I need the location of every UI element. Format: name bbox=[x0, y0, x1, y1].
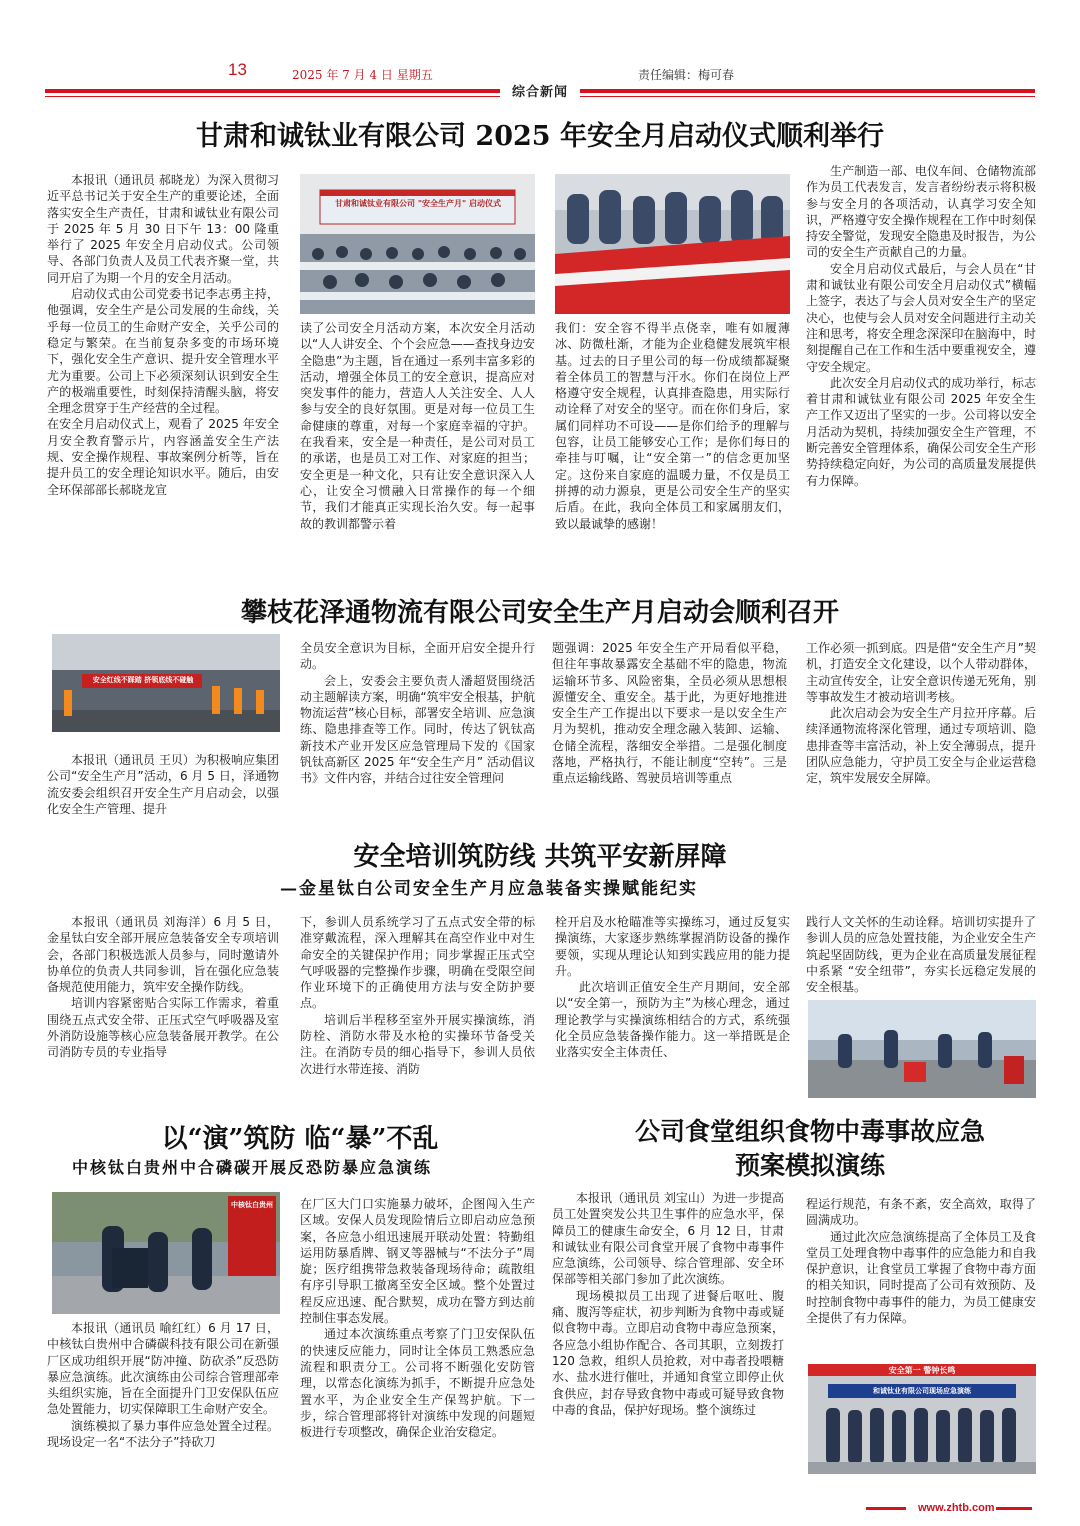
paragraph: 本报讯（通讯员 刘海洋）6 月 5 日，金星钛白安全部开展应急装备安全专项培训会，各部门积极选派人员参与，同时邀请外协单位的负责人共同参训，旨在强化应急装备规范使用能力，筑牢安全操作防线。 bbox=[47, 915, 279, 995]
article5-photo bbox=[808, 1364, 1036, 1474]
paragraph: 此次培训正值安全生产月期间，安全部以“安全第一，预防为主”为核心理念，通过理论教学与实操演练相结合的方式，系统强化全员应急装备操作能力。这一举措既是企业落实安全主体责任、 bbox=[555, 980, 790, 1060]
article2-col1 bbox=[47, 752, 279, 817]
paragraph: 启动仪式由公司党委书记李志勇主持，他强调，安全生产是公司发展的生命线，关乎每一位员工的生命财产安全，关乎公司的稳定与繁荣。在当前复杂多变的市场环境下，强化安全生产意识、提升安全管理水平尤为重要。公司上下必须深刻认识到安全生产的极端重要性，时刻保持清醒头脑，将安全理念贯穿于生产经营的全过程。 bbox=[47, 287, 279, 416]
footer-bar-right bbox=[996, 1507, 1032, 1510]
article1-col1 bbox=[47, 172, 279, 498]
article2-col2 bbox=[300, 640, 535, 787]
paragraph: 我们：安全容不得半点侥幸，唯有如履薄冰、防微杜渐，才能为企业稳健发展筑牢根基。过去的日子里公司的每一份成绩都凝聚着全体员工的智慧与汗水。你们在岗位上严格遵守安全规程，认真排查隐患，用实际行动诠释了对安全的坚守。而在你们身后，家属们同样功不可设——是你们给予的理解与包容，让员工能够安心工作；是你们每日的牵挂与叮嘱，让“安全第一”的信念更加坚定。这份来自家庭的温暖力量，不仅是员工拼搏的动力源泉，更是公司安全生产的坚实后盾。在此，我向全体员工和家属朋友们，致以最诚挚的感谢！ bbox=[555, 321, 790, 531]
article1-col4 bbox=[806, 163, 1036, 489]
paragraph: 本报讯（通讯员 郝晓龙）为深入贯彻习近平总书记关于安全生产的重要论述，全面落实安全生产责任，甘肃和诚钛业有限公司于 2025 年 5 月 30 日下午 13：00 隆重举行了 2025 年安全月启动仪式。公司领导、各部门负责人及员工代表齐聚一堂，共同开启了为期一个月的安全月活动。 bbox=[47, 173, 279, 285]
footer-url: www.zhtb.com bbox=[918, 1502, 995, 1514]
article3-col1 bbox=[47, 914, 279, 1061]
paragraph: 生产制造一部、电仪车间、仓储物流部作为员工代表发言，发言者纷纷表示将积极参与安全月的各项活动，认真学习安全知识，严格遵守安全操作规程在工作中时刻保持安全警觉，发现安全隐患及时报告，为公司的安全生产贡献自己的力量。 bbox=[806, 164, 1036, 260]
paragraph: 题强调：2025 年安全生产开局看似平稳，但往年事故暴露安全基础不牢的隐患，物流运输环节多、风险密集，全员必须从思想根源懂安全、重安全。基于此，为更好地推进安全生产工作提出以下要求一是以安全生产月为契机，推动安全理念融入装卸、运输、仓储全流程，落细安全举措。二是强化制度落地，严格执行，不能让制度“空转”。三是重点运输线路、驾驶员培训等重点 bbox=[552, 641, 787, 786]
paragraph: 下，参训人员系统学习了五点式安全带的标准穿戴流程，深入理解其在高空作业中对生命安全的关键保护作用；同步掌握正压式空气呼吸器的完整操作步骤，明确在受限空间作业环境下的正确使用方法与安全防护要点。 bbox=[300, 915, 535, 1011]
page-number: 13 bbox=[228, 60, 247, 79]
article3-col2 bbox=[300, 914, 535, 1077]
photo-banner-text: 甘肃和诚钛业有限公司 "安全生产月" 启动仪式 bbox=[335, 199, 501, 208]
paragraph: 践行人文关怀的生动诠释。培训切实提升了参训人员的应急处置技能，为企业安全生产筑起坚固防线，更为企业在高质量发展征程中系紧 “安全纽带”，夯实长远稳定发展的安全根基。 bbox=[806, 915, 1036, 995]
article2-col3 bbox=[552, 640, 787, 787]
section-name: 综合新闻 bbox=[500, 81, 580, 101]
article4-col2 bbox=[300, 1196, 535, 1440]
paragraph: 培训内容紧密贴合实际工作需求，着重围绕五点式安全带、正压式空气呼吸器及室外消防设施等核心应急装备展开教学。在公司消防专员的专业指导 bbox=[47, 996, 279, 1060]
paragraph: 通过此次应急演练提高了全体员工及食堂员工处理食物中毒事件的应急能力和自我保护意识，让食堂员工掌握了食物中毒方面的相关知识，同时提高了公司有效预防、及时控制食物中毒事件的能力，为员工健康安全提供了有力保障。 bbox=[806, 1229, 1036, 1326]
article2-col4 bbox=[806, 640, 1036, 787]
article4-subtitle: 中核钛白贵州中合磷碳开展反恐防暴应急演练 bbox=[72, 1158, 433, 1177]
article3-title: 安全培训筑防线 共筑平安新屏障 bbox=[353, 842, 727, 872]
article4-col1 bbox=[47, 1320, 279, 1450]
issue-date: 2025 年 7 月 4 日 星期五 bbox=[292, 68, 433, 82]
responsible-editor: 责任编辑：梅可春 bbox=[638, 68, 735, 82]
article3-subtitle: —金星钛白公司安全生产月应急装备实操赋能纪实 bbox=[280, 879, 698, 899]
paragraph: 本报讯（通讯员 喻红红）6 月 17 日，中核钛白贵州中合磷碳科技有限公司在新强厂区成功组织开展“防冲撞、防砍杀”反恐防暴应急演练。此次演练由公司综合管理部牵头组织实施，旨在全面提升门卫安保队伍应急处置能力，切实保障职工生命财产安全。 bbox=[47, 1321, 279, 1417]
article3-col4 bbox=[806, 914, 1036, 995]
article5-title-line1: 公司食堂组织食物中毒事故应急 bbox=[634, 1117, 985, 1146]
paragraph: 本报讯（通讯员 刘宝山）为进一步提高员工处置突发公共卫生事件的应急水平，保障员工的健康生命安全，6 月 12 日，甘肃和诚钛业有限公司食堂开展了食物中毒事件应急演练，公司领导、综合管理部、安全环保部等相关部门参加了此次演练。 bbox=[552, 1191, 784, 1287]
photo-banner-text: 安全红线不踩踏 挤领底线不碰触 bbox=[92, 676, 194, 684]
article1-col3 bbox=[555, 320, 790, 532]
article1-title: 甘肃和诚钛业有限公司 2025 年安全月启动仪式顺利举行 bbox=[196, 121, 884, 152]
paragraph: 此次启动会为安全生产月拉开序幕。后续泽通物流将深化管理，通过专项培训、隐患排查等丰富活动，补上安全薄弱点，提升团队应急能力，守护员工安全与企业运营稳定，筑牢发展安全屏障。 bbox=[806, 706, 1036, 786]
paragraph: 现场模拟员工出现了进餐后呕吐、腹痛、腹泻等症状，初步判断为食物中毒或疑似食物中毒。立即启动食物中毒应急预案，各应急小组协作配合、各司其职，立刻拨打 120 急救，组织人员抢救，对中毒者投喂糖水、盐水进行催吐，并通知食堂立即停止伙食供应，封存导致食物中毒或可疑导致食物中毒的食品，保护好现场。整个演练过 bbox=[552, 1288, 784, 1417]
paragraph: 工作必须一抓到底。四是借“安全生产月”契机，打造安全文化建设，以个人带动群体，主动宣传安全，让安全意识传递无死角，别等事故发生才被动培训考核。 bbox=[806, 641, 1036, 704]
paragraph: 本报讯（通讯员 王贝）为积极响应集团公司“安全生产月”活动，6 月 5 日，泽通物流安委会组织召开安全生产月启动会，以强化安全生产管理、提升 bbox=[47, 753, 279, 816]
paragraph: 安全月启动仪式最后，与会人员在“甘肃和诚钛业有限公司安全月启动仪式”横幅上签字，表达了与会人员对安全生产的坚定决心，也使与会人员对安全问题进行主动关注和思考，将安全理念深深印在脑海中，时刻提醒自己在工作和生活中要重视安全，遵守安全规定。 bbox=[806, 261, 1036, 374]
paragraph: 会上，安委会主要负责人潘超贤围绕活动主题解读方案，明确“筑牢安全根基，护航物流运营”核心目标，部署安全培训、应急演练、隐患排查等工作。同时，传达了钒钛高新技术产业开发区应急管理局下发的《国家钒钛高新区 2025 年“安全生产月” 活动倡议书》文件内容，并结合过往安全管理问 bbox=[300, 673, 535, 786]
paragraph: 通过本次演练重点考察了门卫安保队伍的快速反应能力，同时让全体员工熟悉应急流程和职责分工。公司将不断强化安防管理，以常态化演练为抓手，不断提升应急处置水平，为企业安全生产保驾护航。下一步，综合管理部将针对演练中发现的问题短板进行专项整改，确保企业治安稳定。 bbox=[300, 1327, 535, 1440]
paragraph: 读了公司安全月活动方案，本次安全月活动以“人人讲安全、个个会应急——查找身边安全隐患”为主题，旨在通过一系列丰富多彩的活动，增强全体员工的安全意识，提高应对突发事件的能力，营造人人关注安全、人人参与安全的良好氛围。更是对每一位员工生命健康的尊重，对每一个家庭幸福的守护。在我看来，安全是一种责任，是公司对员工的承诺，也是员工对工作、对家庭的担当；安全更是一种文化，只有让安全意识深入人心，让安全习惯融入日常操作的每一个细节，我们才能真正实现长治久安。每一起事故的教训都警示着 bbox=[300, 321, 535, 531]
article2-photo bbox=[52, 634, 280, 732]
paragraph: 演练模拟了暴力事件应急处置全过程。现场设定一名“不法分子”持砍刀 bbox=[47, 1418, 279, 1450]
article5-col2 bbox=[806, 1196, 1036, 1326]
photo-banner-text: 和诚钛业有限公司现场应急演练 bbox=[873, 1387, 971, 1395]
article4-title: 以“演”筑防 临“暴”不乱 bbox=[161, 1124, 439, 1154]
article5-title-line2: 预案模拟演练 bbox=[734, 1151, 885, 1180]
paragraph: 此次安全月启动仪式的成功举行，标志着甘肃和诚钛业有限公司 2025 年安全生产工作又迈出了坚实的一步。公司将以安全月活动为契机，持续加强安全生产管理，不断完善安全管理体系，确保公司安全生产形势持续稳定向好，为公司的高质量发展提供有力保障。 bbox=[806, 375, 1036, 488]
article4-photo bbox=[52, 1192, 280, 1314]
article1-photo-signing bbox=[555, 174, 790, 314]
article3-photo bbox=[808, 1000, 1036, 1098]
photo-sign-text: 安全第一 警钟长鸣 bbox=[888, 1366, 956, 1375]
paragraph: 栓开启及水枪瞄准等实操练习，通过反复实操演练，大家逐步熟练掌握消防设备的操作要领，实现从理论认知到实践应用的能力提升。 bbox=[555, 915, 790, 978]
paragraph: 全员安全意识为目标，全面开启安全提升行动。 bbox=[300, 641, 535, 672]
article3-col3 bbox=[555, 914, 790, 1061]
paragraph: 在厂区大门口实施暴力破坏，企图闯入生产区域。安保人员发现险情后立即启动应急预案，各应急小组迅速展开联动处置：特勤组运用防暴盾牌、钢叉等器械与“不法分子”周旋；医疗组携带急救装备现场待命；疏散组有序引导职工撤离至安全区域。整个处置过程反应迅速、配合默契，成功在警方到达前控制住事态发展。 bbox=[300, 1197, 535, 1326]
article5-col1 bbox=[552, 1190, 784, 1418]
article1-col2 bbox=[300, 320, 535, 532]
photo-sign-text: 中核钛白贵州 bbox=[231, 1201, 273, 1209]
paragraph: 程运行规范，有条不紊，安全高效，取得了圆满成功。 bbox=[806, 1197, 1036, 1228]
paragraph: 在安全月启动仪式上，观看了 2025 年安全月安全教育警示片，内容涵盖安全生产法规、安全操作规程、事故案例分析等，旨在提升员工的安全理论知识水平。随后，由安全环保部部长郝晓龙宣 bbox=[47, 417, 279, 497]
article1-photo-meeting bbox=[300, 174, 535, 314]
article2-title: 攀枝花泽通物流有限公司安全生产月启动会顺利召开 bbox=[240, 598, 839, 628]
footer-bar-left bbox=[866, 1507, 906, 1510]
paragraph: 培训后半程移至室外开展实操演练，消防栓、消防水带及水枪的实操环节备受关注。在消防专员的细心指导下，参训人员依次进行水带连接、消防 bbox=[300, 1012, 535, 1076]
